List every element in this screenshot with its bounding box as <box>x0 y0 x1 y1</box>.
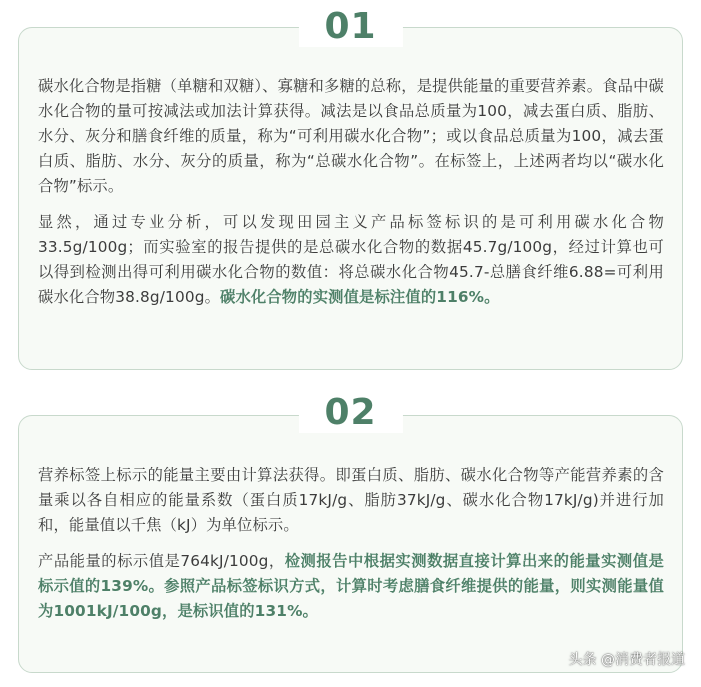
paragraph-carbohydrate-analysis <box>38 210 664 310</box>
energy-highlight: 检测报告中根据实测数据直接计算出来的能量实测值是标示值的139%。参照产品标签标识方式，计算时考虑膳食纤维提供的能量，则实测能量值为1001kJ/100g，是标识值的131%。 <box>38 552 664 620</box>
section-number-2: 02 <box>298 393 402 433</box>
source-watermark: 头条 @消费者报道 <box>568 652 685 668</box>
carbohydrate-highlight: 碳水化合物的实测值是标注值的116%。 <box>220 288 500 306</box>
paragraph-energy-calculation: 营养标签上标示的能量主要由计算法获得。即蛋白质、脂肪、碳水化合物等产能营养素的含量乘以各自相应的能量系数（蛋白质17kJ/g、脂肪37kJ/g、碳水化合物17kJ/g)并进行加和，能量值以千焦（kJ）为单位标示。 <box>38 466 664 534</box>
energy-label-text: 产品能量的标示值是764kJ/100g， <box>38 552 285 570</box>
section-body-2 <box>38 463 664 624</box>
section-number-1: 01 <box>298 7 402 47</box>
analysis-text: 显然，通过专业分析，可以发现田园主义产品标签标识的是可利用碳水化合物33.5g/100g；而实验室的报告提供的是总碳水化合物的数据45.7g/100g，经过计算也可以得到检测出得可利用碳水化合物的数值：将总碳水化合物45.7-总膳食纤维6.88=可利用碳水化合物38.8g/100g。 <box>38 213 664 306</box>
paragraph-energy-result <box>38 549 664 624</box>
paragraph-carbohydrate-definition: 碳水化合物是指糖（单糖和双糖）、寡糖和多糖的总称，是提供能量的重要营养素。食品中碳水化合物的量可按减法或加法计算获得。减法是以食品总质量为100，减去蛋白质、脂肪、水分、灰分和膳食纤维的质量，称为“可利用碳水化合物”；或以食品总质量为100，减去蛋白质、脂肪、水分、灰分的质量，称为“总碳水化合物”。在标签上，上述两者均以“碳水化合物”标示。 <box>38 77 664 195</box>
section-body-1 <box>38 74 664 310</box>
